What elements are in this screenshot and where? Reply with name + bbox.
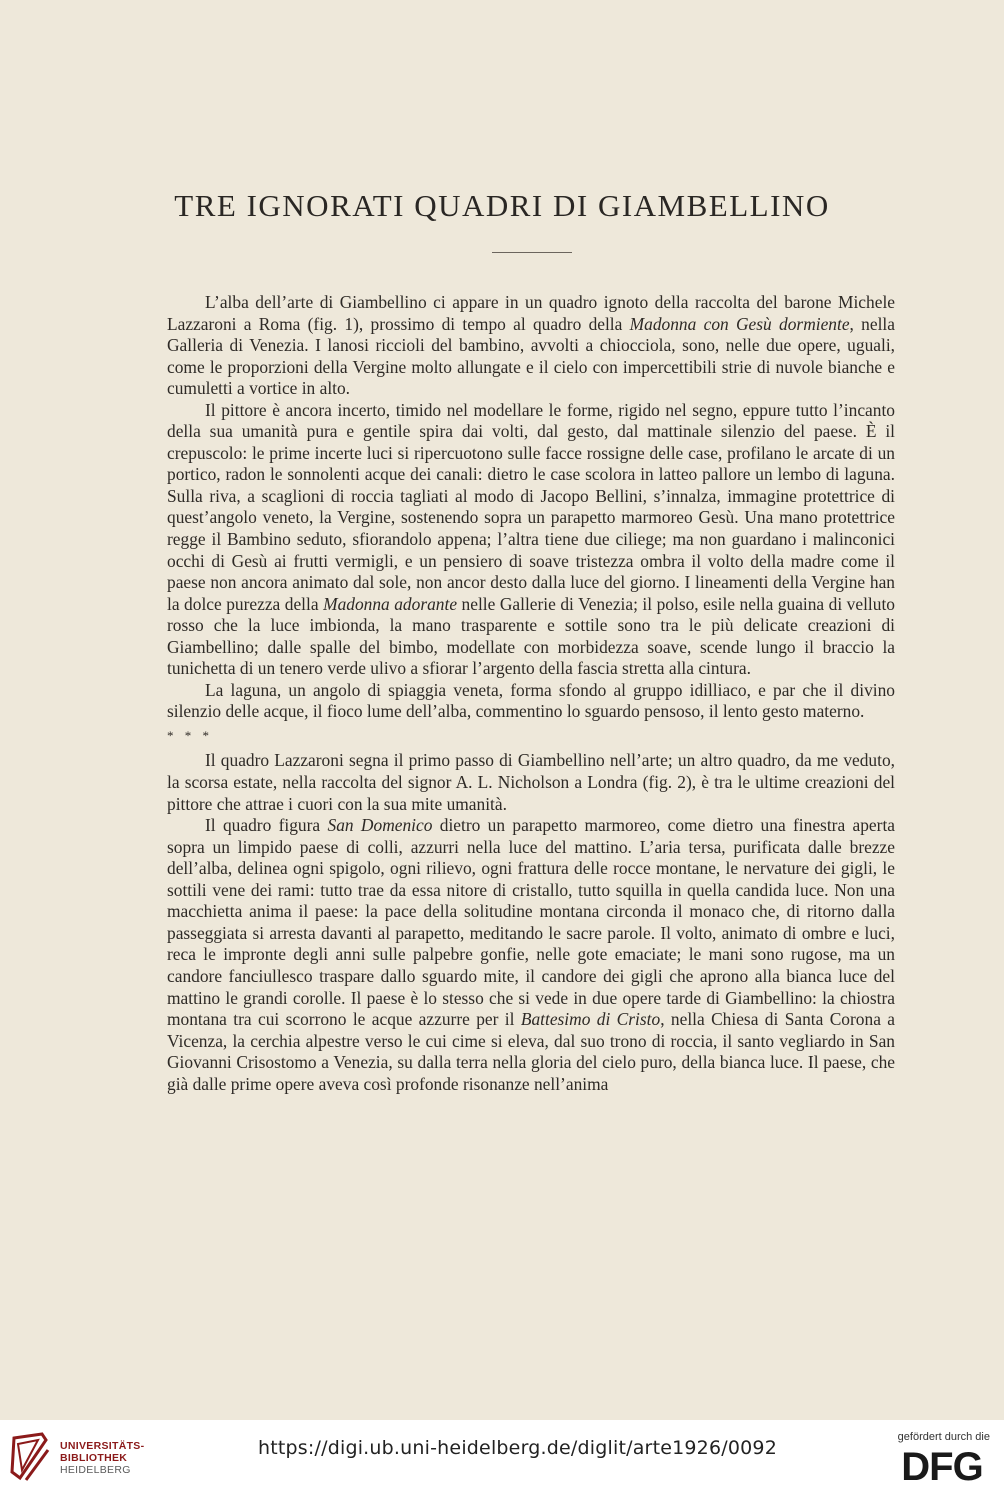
paragraph-5: Il quadro figura San Domenico dietro un parapetto marmoreo, come dietro una finestra aperta sopra un limpido paese di colli, azzurri nella luce del mattino. L’aria tersa, purificata dalle brezze dell’alba, delinea ogni spigolo, ogni rilievo, ogni frattura delle rocce montane, le nervature dei gigli, le sottili vene dei rami: tutto trae da essa nitore di cristallo, tutto squilla in quella candida luce. Non una macchietta anima il paese: la pace della solitudine montana circonda il monaco che, di ritorno dalla passeggiata si arresta davanti al parapetto, meditando le sacre parole. Il volto, animato di ombre e luci, reca le impronte degli anni sulle palpebre gonfie, nelle gote emaciate; le mani sono rugose, ma un candore fanciullesco traspare dallo sguardo mite, il candore dei gigli che aprono alla bianca luce del mattino le grandi corolle. Il paese è lo stesso che si vede in due opere tarde di Giambellino: la chiostra montana tra cui scorrono le acque azzurre per il Battesimo di Cristo, nella Chiesa di Santa Corona a Vicenza, la cerchia alpestre verso le cui cime si eleva, dal suo trono di roccia, il santo vegliardo in San Giovanni Crisostomo a Venezia, su dalla terra nella gloria del cielo puro, della bianca luce. Il paese, che già dalle prime opere aveva così profonde risonanze nell’anima: [167, 815, 896, 1094]
library-name-line-1: UNIVERSITÄTS-: [60, 1440, 145, 1452]
paragraph-1: L’alba dell’arte di Giambellino ci appare in un quadro ignoto della raccolta del barone Michele Lazzaroni a Roma (fig. 1), prossimo di tempo al quadro della Madonna con Gesù dormiente, nella Galleria di Venezia. I lanosi riccioli del bambino, avvolti a chiocciola, sono, nelle due opere, uguali, come le proporzioni della Vergine molto allungate e il cielo con impercettibili strie di nuvole bianche e cumuletti a vortice in alto.: [167, 292, 895, 399]
section-separator: * * *: [167, 727, 213, 743]
dfg-logo-text: DFG: [901, 1447, 983, 1483]
library-name-line-3: HEIDELBERG: [60, 1464, 131, 1476]
paragraph-3: La laguna, un angolo di spiaggia veneta, forma sfondo al gruppo idilliaco, e par che il divino silenzio delle acque, il fioco lume dell’alba, commentino lo sguardo pensoso, il lento gesto materno.: [167, 679, 895, 722]
paragraph-2: Il pittore è ancora incerto, timido nel modellare le forme, rigido nel segno, eppure tutto l’incanto della sua umanità pura e gentile spira dai volti, dal gesto, dal mattinale silenzio del paese. È il crepuscolo: le prime incerte luci si ripercuotono sulle facce rossigne delle case, profilano le arcate di un portico, radon le sonnolenti acque dei canali: dietro le case scolora in latteo pallore un lembo di laguna. Sulla riva, a scaglioni di roccia tagliati al modo di Jacopo Bellini, s’innalza, immagine protettrice di quest’angolo veneto, la Vergine, sostenendo sopra un parapetto marmoreo Gesù. Una mano protettrice regge il Bambino seduto, sfiorandolo appena; l’altra tiene due ciliege; ma non guardano i malinconici occhi di Gesù ai frutti vermigli, e un pensiero di soave tristezza ombra il volto della madre come il paese non ancora animato dal sole, non ancor desto dalla luce del giorno. I lineamenti della Vergine han la dolce purezza della Madonna adorante nelle Gallerie di Venezia; il polso, esile nella guaina di velluto rosso che la luce imbionda, la mano trasparente e sottile sono tra le più delicate creazioni di Giambellino; dalle spalle del bimbo, modellate con morbidezza soave, scende lungo il braccio la tunichetta di un tenero verde ulivo a sfiorar l’argento della fascia stretta alla cintura.: [167, 399, 895, 679]
title-divider: [492, 252, 572, 253]
library-emblem-icon: [8, 1430, 52, 1486]
library-name-line-2: BIBLIOTHEK: [60, 1452, 128, 1464]
article-title: TRE IGNORATI QUADRI DI GIAMBELLINO: [174, 188, 830, 223]
dfg-logo[interactable]: [894, 1447, 990, 1483]
article-body: [167, 292, 895, 1095]
permalink-url[interactable]: https://digi.ub.uni-heidelberg.de/diglit/arte1926/0092: [258, 1437, 778, 1459]
paragraph-4: Il quadro Lazzaroni segna il primo passo di Giambellino nell’arte; un altro quadro, da me veduto, la scorsa estate, nella raccolta del signor A. L. Nicholson a Londra (fig. 2), è tra le ultime creazioni del pittore che attrae i cuori con la sua mite umanità.: [167, 750, 895, 814]
library-logo[interactable]: [8, 1430, 158, 1486]
funding-label: gefördert durch die: [897, 1431, 990, 1443]
viewer-footer: [0, 1420, 1004, 1494]
